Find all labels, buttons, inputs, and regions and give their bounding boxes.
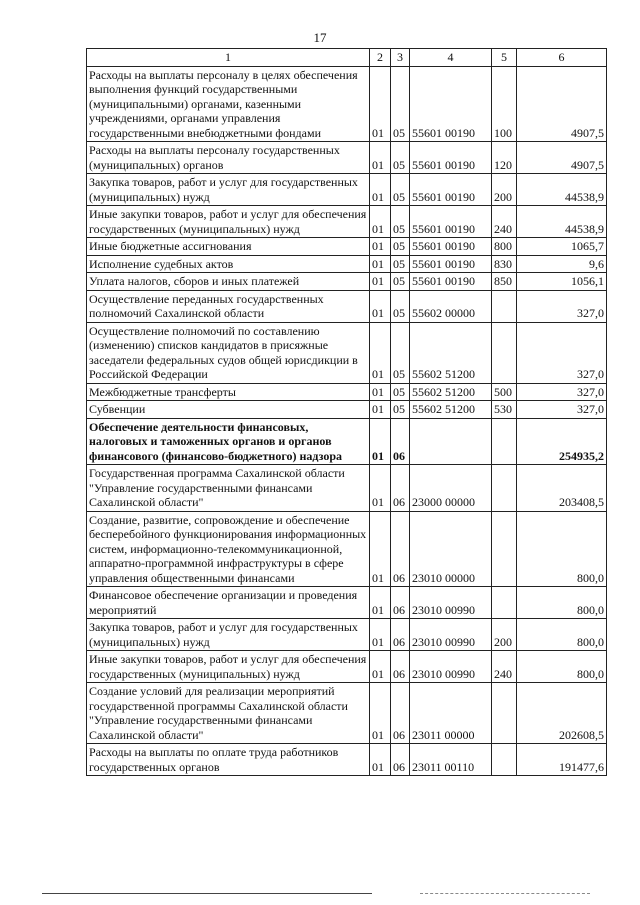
table-row — [87, 273, 607, 291]
row-name: Иные закупки товаров, работ и услуг для обеспечения государственных (муниципальных) нужд — [87, 206, 370, 238]
row-name: Расходы на выплаты по оплате труда работников государственных органов — [87, 744, 370, 776]
row-name: Расходы на выплаты персоналу в целях обеспечения выполнения функций государственными (муниципальными) органами, казенными учреждениями, органами управления государственными внебюджетными фондами — [87, 66, 370, 142]
row-section-code: 01 — [370, 401, 391, 419]
row-expense-type — [492, 587, 517, 619]
footer-rule — [42, 893, 372, 894]
row-target-article: 55602 51200 — [410, 401, 492, 419]
row-expense-type — [492, 465, 517, 512]
row-subsection-code: 06 — [391, 619, 410, 651]
row-subsection-code: 05 — [391, 273, 410, 291]
row-expense-type: 800 — [492, 238, 517, 256]
row-name: Иные закупки товаров, работ и услуг для обеспечения государственных (муниципальных) нужд — [87, 651, 370, 683]
row-section-code: 01 — [370, 619, 391, 651]
col-header-expense-type: 5 — [492, 49, 517, 67]
row-name: Субвенции — [87, 401, 370, 419]
row-amount: 800,0 — [517, 587, 607, 619]
row-amount: 44538,9 — [517, 174, 607, 206]
row-expense-type — [492, 290, 517, 322]
row-amount: 9,6 — [517, 255, 607, 273]
row-section-code: 01 — [370, 587, 391, 619]
table-row — [87, 511, 607, 587]
row-name: Финансовое обеспечение организации и проведения мероприятий — [87, 587, 370, 619]
row-target-article: 55602 51200 — [410, 383, 492, 401]
col-header-section: 2 — [370, 49, 391, 67]
row-subsection-code: 06 — [391, 683, 410, 744]
row-target-article: 23010 00990 — [410, 619, 492, 651]
row-section-code: 01 — [370, 383, 391, 401]
table-row — [87, 290, 607, 322]
row-target-article: 23011 00110 — [410, 744, 492, 776]
row-section-code: 01 — [370, 238, 391, 256]
table-body — [87, 66, 607, 776]
row-section-code: 01 — [370, 418, 391, 465]
row-amount: 800,0 — [517, 651, 607, 683]
table-row — [87, 383, 607, 401]
row-amount: 327,0 — [517, 383, 607, 401]
row-expense-type: 500 — [492, 383, 517, 401]
row-name: Иные бюджетные ассигнования — [87, 238, 370, 256]
row-section-code: 01 — [370, 206, 391, 238]
table-row — [87, 418, 607, 465]
row-section-code: 01 — [370, 255, 391, 273]
page-number: 17 — [313, 30, 327, 45]
row-name: Создание, развитие, сопровождение и обеспечение бесперебойного функционирования информационных систем, информационно-телекоммуникационной, аппаратно-программной инфраструктуры в сфере управления общественными финансами — [87, 511, 370, 587]
row-subsection-code: 05 — [391, 290, 410, 322]
row-amount: 44538,9 — [517, 206, 607, 238]
row-amount: 203408,5 — [517, 465, 607, 512]
row-subsection-code: 05 — [391, 238, 410, 256]
row-subsection-code: 05 — [391, 142, 410, 174]
row-target-article: 55601 00190 — [410, 206, 492, 238]
col-header-target-article: 4 — [410, 49, 492, 67]
row-section-code: 01 — [370, 744, 391, 776]
row-subsection-code: 05 — [391, 206, 410, 238]
table-row — [87, 66, 607, 142]
row-section-code: 01 — [370, 174, 391, 206]
row-amount: 800,0 — [517, 511, 607, 587]
row-subsection-code: 06 — [391, 465, 410, 512]
row-target-article: 55601 00190 — [410, 255, 492, 273]
row-name: Осуществление полномочий по составлению (изменению) списков кандидатов в присяжные заседатели федеральных судов общей юрисдикции в Российской Федерации — [87, 322, 370, 383]
table-row — [87, 238, 607, 256]
row-target-article — [410, 418, 492, 465]
row-name: Исполнение судебных актов — [87, 255, 370, 273]
table-row — [87, 683, 607, 744]
row-section-code: 01 — [370, 66, 391, 142]
row-target-article: 55601 00190 — [410, 238, 492, 256]
header-row — [87, 49, 607, 67]
row-amount: 327,0 — [517, 401, 607, 419]
row-target-article: 23000 00000 — [410, 465, 492, 512]
row-expense-type — [492, 683, 517, 744]
row-name: Обеспечение деятельности финансовых, налоговых и таможенных органов и органов финансового (финансово-бюджетного) надзора — [87, 418, 370, 465]
row-name: Закупка товаров, работ и услуг для государственных (муниципальных) нужд — [87, 174, 370, 206]
row-subsection-code: 05 — [391, 174, 410, 206]
row-target-article: 55602 00000 — [410, 290, 492, 322]
row-expense-type — [492, 322, 517, 383]
row-amount: 202608,5 — [517, 683, 607, 744]
row-name: Государственная программа Сахалинской области "Управление государственными финансами Сахалинской области" — [87, 465, 370, 512]
row-subsection-code: 06 — [391, 651, 410, 683]
row-section-code: 01 — [370, 142, 391, 174]
table-row — [87, 744, 607, 776]
row-section-code: 01 — [370, 273, 391, 291]
row-section-code: 01 — [370, 465, 391, 512]
row-name: Осуществление переданных государственных полномочий Сахалинской области — [87, 290, 370, 322]
row-expense-type: 850 — [492, 273, 517, 291]
row-subsection-code: 06 — [391, 418, 410, 465]
row-expense-type — [492, 418, 517, 465]
row-subsection-code: 05 — [391, 401, 410, 419]
col-header-amount: 6 — [517, 49, 607, 67]
row-subsection-code: 06 — [391, 744, 410, 776]
row-amount: 4907,5 — [517, 142, 607, 174]
table-row — [87, 174, 607, 206]
row-subsection-code: 06 — [391, 587, 410, 619]
table-row — [87, 651, 607, 683]
row-subsection-code: 05 — [391, 66, 410, 142]
row-expense-type: 200 — [492, 174, 517, 206]
col-header-subsection: 3 — [391, 49, 410, 67]
row-expense-type: 120 — [492, 142, 517, 174]
table-row — [87, 206, 607, 238]
row-section-code: 01 — [370, 290, 391, 322]
footer-rule-dashed — [420, 893, 590, 894]
row-expense-type — [492, 511, 517, 587]
row-target-article: 55602 51200 — [410, 322, 492, 383]
row-expense-type: 530 — [492, 401, 517, 419]
row-name: Создание условий для реализации мероприятий государственной программы Сахалинской области "Управление государственными финансами Сахалинской области" — [87, 683, 370, 744]
row-amount: 4907,5 — [517, 66, 607, 142]
row-target-article: 55601 00190 — [410, 273, 492, 291]
row-expense-type: 830 — [492, 255, 517, 273]
row-section-code: 01 — [370, 683, 391, 744]
row-target-article: 23011 00000 — [410, 683, 492, 744]
row-amount: 327,0 — [517, 322, 607, 383]
row-subsection-code: 06 — [391, 511, 410, 587]
row-expense-type: 200 — [492, 619, 517, 651]
row-amount: 1065,7 — [517, 238, 607, 256]
table-row — [87, 401, 607, 419]
budget-table — [86, 48, 607, 776]
row-target-article: 23010 00000 — [410, 511, 492, 587]
col-header-name: 1 — [87, 49, 370, 67]
row-amount: 1056,1 — [517, 273, 607, 291]
row-expense-type: 240 — [492, 206, 517, 238]
table-row — [87, 322, 607, 383]
row-amount: 800,0 — [517, 619, 607, 651]
row-target-article: 55601 00190 — [410, 174, 492, 206]
row-expense-type: 100 — [492, 66, 517, 142]
row-section-code: 01 — [370, 322, 391, 383]
row-target-article: 23010 00990 — [410, 587, 492, 619]
table-row — [87, 465, 607, 512]
row-subsection-code: 05 — [391, 255, 410, 273]
table-row — [87, 142, 607, 174]
row-amount: 327,0 — [517, 290, 607, 322]
row-section-code: 01 — [370, 651, 391, 683]
row-amount: 191477,6 — [517, 744, 607, 776]
table-row — [87, 255, 607, 273]
row-section-code: 01 — [370, 511, 391, 587]
table-row — [87, 619, 607, 651]
row-name: Расходы на выплаты персоналу государственных (муниципальных) органов — [87, 142, 370, 174]
row-target-article: 55601 00190 — [410, 66, 492, 142]
row-name: Уплата налогов, сборов и иных платежей — [87, 273, 370, 291]
row-target-article: 55601 00190 — [410, 142, 492, 174]
row-name: Межбюджетные трансферты — [87, 383, 370, 401]
row-name: Закупка товаров, работ и услуг для государственных (муниципальных) нужд — [87, 619, 370, 651]
row-subsection-code: 05 — [391, 322, 410, 383]
row-amount: 254935,2 — [517, 418, 607, 465]
table-row — [87, 587, 607, 619]
row-expense-type: 240 — [492, 651, 517, 683]
row-expense-type — [492, 744, 517, 776]
row-subsection-code: 05 — [391, 383, 410, 401]
row-target-article: 23010 00990 — [410, 651, 492, 683]
